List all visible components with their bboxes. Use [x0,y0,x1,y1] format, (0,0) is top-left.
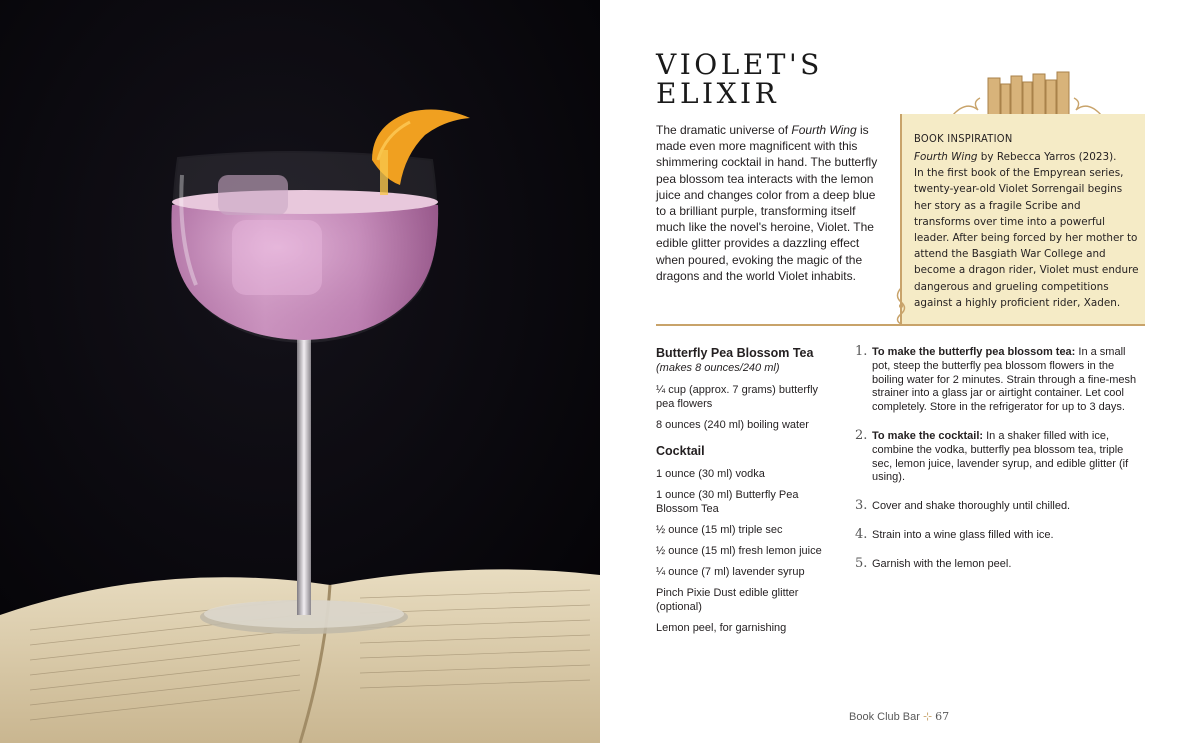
step-bold-lead: To make the cocktail: [872,429,984,442]
step-number: 2. [855,427,868,443]
intro-paragraph [656,122,878,284]
instructions-list [855,346,1145,587]
instruction-step [855,346,1145,415]
tea-heading: Butterfly Pea Blossom Tea [656,346,814,360]
cocktail-heading: Cocktail [656,444,705,458]
intro-text-2: is made even more magnificent with this shimmering cocktail in hand. The butterfly pea blossom tea interacts with the lemon juice and changes color from a deep blue to a brilliant purple, transforming itself much like the novel's heroine, Violet. The edible glitter provides a dazzling effect when poured, evoking the magic of the dragons and the world Violet inhabits. [656,123,878,283]
book-inspiration-box [900,114,1145,326]
step-number: 1. [855,344,868,359]
step-text: In a small pot, steep the butterfly pea blossom flowers in the boiling water for 2 minutes. Strain through a fine-mesh strainer into a glass jar or airtight container. Let cool completely. Store in the refrigerator for up to 3 days. [872,346,1137,414]
scroll-ornament-icon [892,286,910,326]
tea-yield: (makes 8 ounces/240 ml) [656,362,780,374]
recipe-title [656,50,823,108]
step-number: 5. [855,555,868,571]
ingredients-list [656,346,836,642]
ingredient-item: ¼ ounce (7 ml) lavender syrup [656,566,805,578]
ingredient-item: Pinch Pixie Dust edible glitter (optional) [656,587,799,613]
step-number: 3. [855,498,868,514]
inspiration-description: In the first book of the Empyrean series, twenty-year-old Violet Sorrengail begins her story as a fragile Scribe and transforms over time into a powerful leader. After being forced by her mother to attend the Basgiath War College and become a dragon rider, Violet must endure dangerous and grueling competitions against a highly proficient rider, Xaden. [914,167,1139,309]
step-text: Garnish with the lemon peel. [872,557,1012,570]
recipe-page [600,0,1200,743]
step-text: Strain into a wine glass filled with ice. [872,528,1054,541]
ingredient-item: ½ ounce (15 ml) fresh lemon juice [656,545,822,557]
ingredient-item: 1 ounce (30 ml) Butterfly Pea Blossom Tea [656,489,799,515]
intro-text-1: The dramatic universe of [656,123,792,137]
ingredient-item: 8 ounces (240 ml) boiling water [656,419,809,431]
step-text: In a shaker filled with ice, combine the vodka, butterfly pea blossom tea, triple sec, lemon juice, lavender syrup, and edible glitter (if using). [872,429,1129,484]
instruction-step [855,555,1145,572]
step-text: Cover and shake thoroughly until chilled. [872,500,1071,513]
inspiration-book-title: Fourth Wing [914,151,978,163]
inspiration-byline: by Rebecca Yarros (2023). [977,151,1117,163]
ingredient-item: ½ ounce (15 ml) triple sec [656,524,783,536]
ingredient-item: Lemon peel, for garnishing [656,622,787,634]
intro-book-title: Fourth Wing [791,123,857,137]
ingredient-item: 1 ounce (30 ml) vodka [656,468,765,480]
instruction-step [855,526,1145,543]
book-inspiration-text [914,149,1139,311]
instruction-step [855,500,1145,514]
ingredient-item: ¼ cup (approx. 7 grams) butterfly pea flowers [656,384,819,410]
title-line-1: VIOLET'S [656,48,823,81]
step-number: 4. [855,526,868,542]
instruction-step [855,427,1145,485]
book-inspiration-heading: BOOK INSPIRATION [914,132,1013,145]
title-line-2: ELIXIR [656,77,780,110]
footer-divider-icon: ⊹ [922,711,933,723]
page-number: 67 [935,710,950,723]
footer-book-name: Book Club Bar [849,711,920,723]
step-bold-lead: To make the butterfly pea blossom tea: [872,346,1076,358]
bookshelf-icon [952,70,1102,118]
page-footer [849,710,949,723]
